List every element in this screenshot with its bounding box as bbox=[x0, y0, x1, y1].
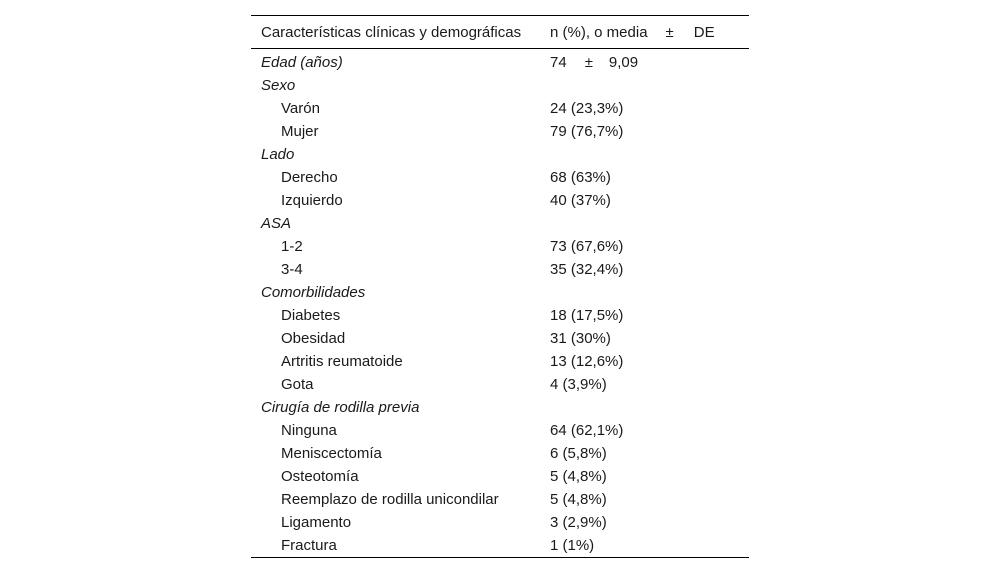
table-row bbox=[251, 465, 749, 488]
row-value: 13 (12,6%) bbox=[550, 353, 624, 370]
row-label: Artritis reumatoide bbox=[281, 353, 403, 370]
category-label: Sexo bbox=[261, 77, 296, 94]
row-label: Obesidad bbox=[281, 330, 346, 347]
row-label: Izquierdo bbox=[281, 192, 343, 209]
row-value bbox=[550, 212, 749, 235]
row-value bbox=[550, 396, 749, 419]
row-label: 3-4 bbox=[281, 261, 303, 278]
row-value: 79 (76,7%) bbox=[550, 123, 624, 140]
row-value: 18 (17,5%) bbox=[550, 307, 624, 324]
header-characteristics: Características clínicas y demográficas bbox=[261, 23, 522, 41]
row-value: 31 (30%) bbox=[550, 330, 611, 347]
table-row bbox=[251, 327, 749, 350]
row-label: Mujer bbox=[281, 123, 319, 140]
row-value: 73 (67,6%) bbox=[550, 238, 624, 255]
row-label: Ninguna bbox=[281, 422, 337, 439]
category-label: ASA bbox=[261, 215, 292, 232]
header-values bbox=[550, 16, 749, 49]
category-row bbox=[251, 212, 749, 235]
table-row bbox=[251, 235, 749, 258]
sd-value: 9,09 bbox=[608, 54, 639, 71]
row-label: Meniscectomía bbox=[281, 445, 382, 462]
header-row bbox=[251, 16, 749, 49]
category-label: Comorbilidades bbox=[261, 284, 366, 301]
table-row bbox=[251, 350, 749, 373]
table-row bbox=[251, 373, 749, 396]
table-body bbox=[251, 49, 749, 558]
row-label: Reemplazo de rodilla unicondilar bbox=[281, 491, 499, 508]
table-row bbox=[251, 442, 749, 465]
row-value: 24 (23,3%) bbox=[550, 100, 624, 117]
category-label: Edad (años) bbox=[261, 54, 343, 71]
table-row bbox=[251, 511, 749, 534]
row-value bbox=[550, 143, 749, 166]
demographics-table bbox=[251, 15, 749, 558]
row-label: Fractura bbox=[281, 537, 337, 554]
row-value: 1 (1%) bbox=[550, 537, 595, 554]
row-value: 68 (63%) bbox=[550, 169, 611, 186]
row-value: 64 (62,1%) bbox=[550, 422, 624, 439]
header-n-percent-mean: n (%), o media bbox=[550, 23, 648, 41]
row-value: 35 (32,4%) bbox=[550, 261, 624, 278]
category-row bbox=[251, 396, 749, 419]
row-value: 40 (37%) bbox=[550, 192, 611, 209]
header-plus-minus: ± bbox=[665, 23, 674, 41]
category-row bbox=[251, 143, 749, 166]
row-value: 5 (4,8%) bbox=[550, 491, 607, 508]
row-label: Varón bbox=[281, 100, 320, 117]
row-label: Gota bbox=[281, 376, 314, 393]
table-row bbox=[251, 419, 749, 442]
table-row bbox=[251, 189, 749, 212]
mean-value: 74 bbox=[550, 54, 567, 71]
row-label: 1-2 bbox=[281, 238, 303, 255]
header-sd: DE bbox=[693, 23, 715, 41]
demographics-table-container bbox=[251, 15, 749, 558]
table-row bbox=[251, 304, 749, 327]
row-value: 5 (4,8%) bbox=[550, 468, 607, 485]
row-value: 4 (3,9%) bbox=[550, 376, 607, 393]
table-row bbox=[251, 534, 749, 558]
row-value: 3 (2,9%) bbox=[550, 514, 607, 531]
category-label: Lado bbox=[261, 146, 295, 163]
plus-minus: ± bbox=[584, 54, 593, 71]
row-value bbox=[550, 74, 749, 97]
category-row bbox=[251, 49, 749, 75]
row-value bbox=[550, 281, 749, 304]
table-row bbox=[251, 166, 749, 189]
row-label: Derecho bbox=[281, 169, 338, 186]
row-label: Diabetes bbox=[281, 307, 341, 324]
row-label: Ligamento bbox=[281, 514, 352, 531]
category-label: Cirugía de rodilla previa bbox=[261, 399, 420, 416]
table-row bbox=[251, 488, 749, 511]
category-row bbox=[251, 281, 749, 304]
table-header bbox=[251, 16, 749, 49]
table-row bbox=[251, 97, 749, 120]
table-row bbox=[251, 120, 749, 143]
row-value: 6 (5,8%) bbox=[550, 445, 607, 462]
table-row bbox=[251, 258, 749, 281]
category-row bbox=[251, 74, 749, 97]
row-label: Osteotomía bbox=[281, 468, 359, 485]
row-value bbox=[550, 49, 749, 75]
